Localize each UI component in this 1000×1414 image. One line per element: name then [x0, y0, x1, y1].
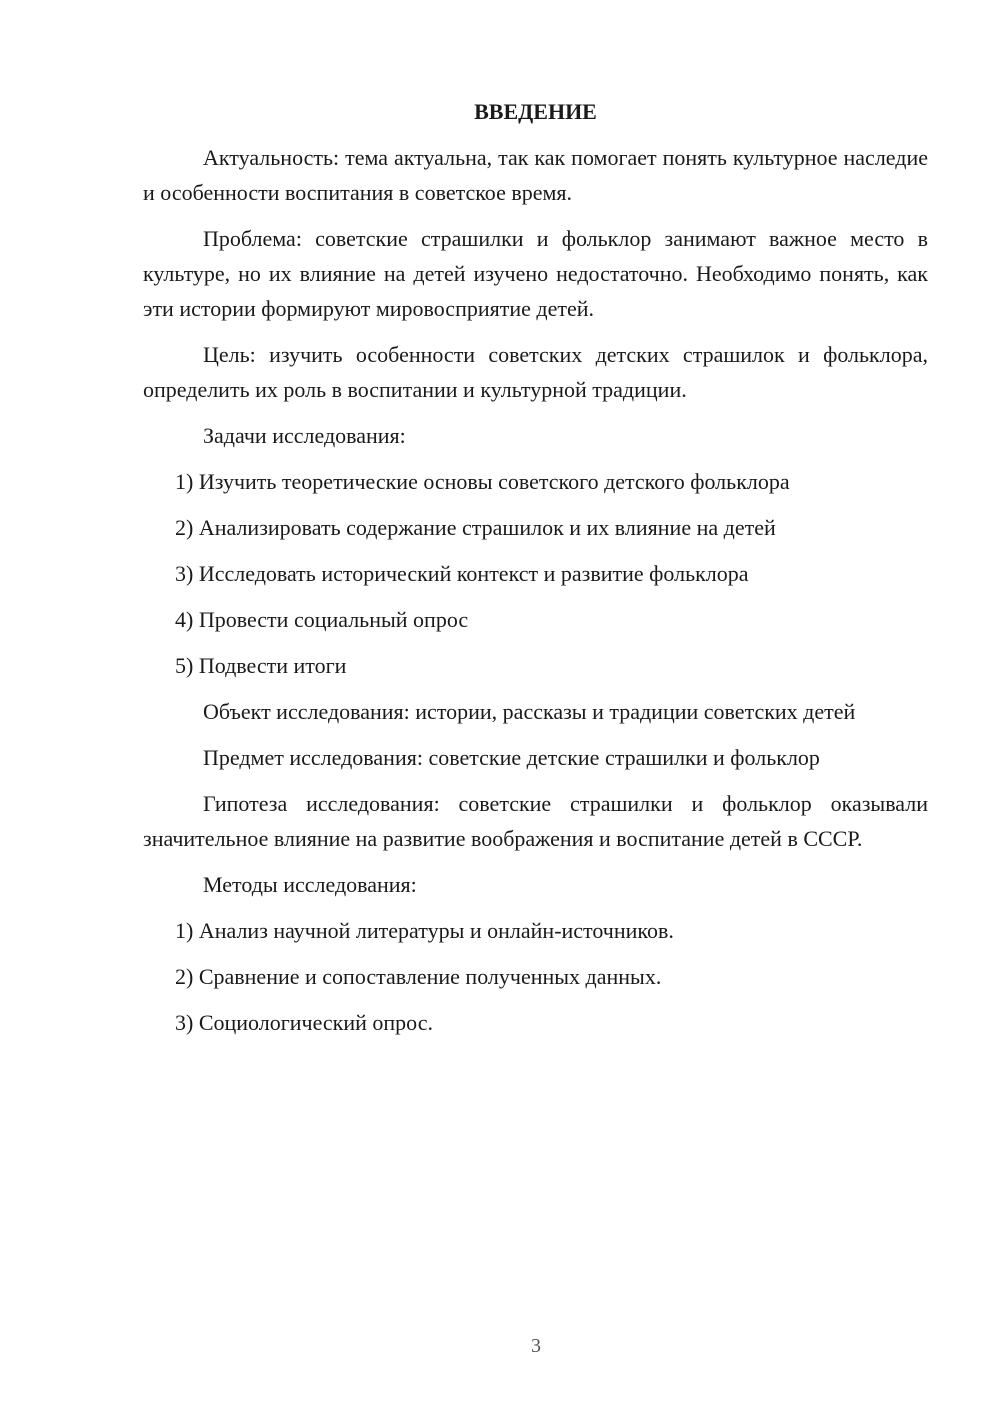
methods-heading: Методы исследования: [203, 872, 417, 897]
page-title: ВВЕДЕНИЕ [474, 99, 597, 124]
object-paragraph: Объект исследования: истории, рассказы и традиции советских детей [203, 699, 856, 724]
relevance-paragraph: Актуальность: тема актуальна, так как помогает понять культурное наследие и особенности воспитания в советское время. [143, 145, 928, 205]
task-item: 4) Провести социальный опрос [175, 607, 469, 632]
subject-paragraph: Предмет исследования: советские детские страшилки и фольклор [203, 745, 820, 770]
methods-list [143, 913, 928, 1040]
page-number: 3 [531, 1335, 541, 1357]
task-item: 3) Исследовать исторический контекст и развитие фольклора [175, 561, 749, 586]
method-item: 2) Сравнение и сопоставление полученных данных. [175, 964, 662, 989]
goal-paragraph: Цель: изучить особенности советских детских страшилок и фольклора, определить их роль в воспитании и культурной традиции. [143, 342, 928, 402]
task-item: 1) Изучить теоретические основы советского детского фольклора [175, 469, 790, 494]
method-item: 3) Социологический опрос. [175, 1010, 433, 1035]
tasks-list [143, 464, 928, 683]
page-content [143, 94, 928, 1051]
task-item: 5) Подвести итоги [175, 653, 347, 678]
problem-paragraph: Проблема: советские страшилки и фольклор занимают важное место в культуре, но их влияние на детей изучено недостаточно. Необходимо понять, как эти истории формируют мировосприятие детей. [143, 226, 928, 321]
task-item: 2) Анализировать содержание страшилок и их влияние на детей [175, 515, 776, 540]
tasks-heading: Задачи исследования: [203, 423, 406, 448]
hypothesis-paragraph: Гипотеза исследования: советские страшилки и фольклор оказывали значительное влияние на развитие воображения и воспитание детей в СССР. [143, 791, 928, 851]
method-item: 1) Анализ научной литературы и онлайн-источников. [175, 918, 674, 943]
